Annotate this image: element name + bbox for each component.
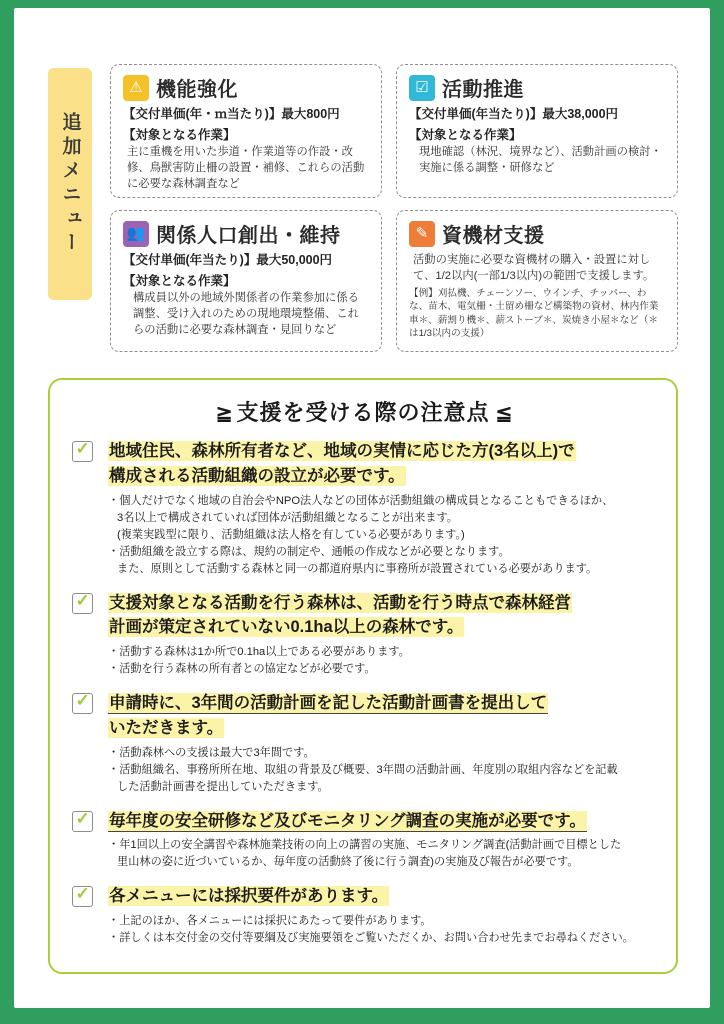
menu-card-title: 資機材支援 — [442, 225, 545, 247]
note-detail-line: ・上記のほか、各メニューには採択にあたって要件があります。 — [108, 915, 432, 928]
title-deco-left: ≧ — [215, 403, 231, 425]
menu-card-header — [409, 73, 665, 102]
menu-card-target-label: 【対象となる作業】 — [123, 128, 236, 143]
note-details — [108, 644, 654, 678]
document-page — [14, 8, 710, 1008]
note-heading-line2: 構成される活動組織の設立が必要です。 — [109, 466, 405, 485]
support-notes-title — [50, 396, 676, 427]
note-detail-line: ・活動森林への支援は最大で3年間です。 — [108, 746, 315, 759]
menu-card-activity-promotion — [396, 64, 678, 198]
menu-card-title: 活動推進 — [442, 79, 524, 101]
note-heading-line1: 支援対象となる活動を行う森林は、活動を行う時点で森林経営 — [109, 593, 571, 612]
menu-card-body: 現地確認（林況、境界など）、活動計画の検討・実施に係る調整・研修など — [419, 146, 662, 175]
note-detail-line: 里山林の姿に近づいているか、毎年度の活動終了後に行う調査)の実施及び報告が必要です。 — [117, 856, 579, 869]
note-heading-line1: 毎年度の安全研修など及びモニタリング調査の実施が必要です。 — [109, 811, 586, 830]
note-details — [108, 837, 654, 871]
additional-menu-tab-label: 追加メニュー — [59, 112, 81, 256]
note-item — [72, 591, 654, 679]
note-detail-line: した活動計画書を提出していただきます。 — [117, 780, 329, 793]
note-heading-line1: 各メニューには採択要件があります。 — [109, 887, 389, 906]
note-item — [72, 809, 654, 872]
additional-menu-section — [48, 54, 678, 354]
note-heading — [108, 439, 654, 489]
note-item — [72, 439, 654, 578]
people-forest-icon — [123, 221, 149, 247]
menu-card-header — [123, 73, 369, 102]
note-heading — [108, 691, 654, 741]
menu-card-target-label: 【対象となる作業】 — [123, 274, 236, 289]
support-notes-title-text: 支援を受ける際の注意点 — [236, 400, 490, 425]
menu-card-unit-price: 【交付単価(年当たり)】最大50,000円 — [123, 253, 333, 267]
menu-card-target-label: 【対象となる作業】 — [409, 128, 522, 143]
title-deco-right: ≦ — [495, 403, 511, 425]
clipboard-check-glyph: ☑ — [415, 79, 429, 96]
note-heading-line2: 計画が策定されていない0.1ha以上の森林です。 — [109, 618, 464, 637]
note-detail-line: ・個人だけでなく地域の自治会やNPO法人などの団体が活動組織の構成員となることもできるほか、 — [108, 494, 614, 507]
people-forest-glyph: 👥 — [126, 225, 146, 242]
menu-card-function-enhancement — [110, 64, 382, 198]
menu-card-body: 主に重機を用いた歩道・作業道等の作設・改修、鳥獣害防止柵の設置・補修、これらの活動に必要な森林調査など — [127, 146, 365, 191]
menu-card-population-creation — [110, 210, 382, 352]
warning-triangle-glyph: ⚠ — [129, 79, 143, 96]
menu-card-header — [123, 219, 369, 248]
note-item — [72, 691, 654, 796]
note-detail-line: また、原則として活動する森林と同一の都道府県内に事務所が設置されている必要があります。 — [117, 562, 598, 575]
menu-card-unit-price: 【交付単価(年当たり)】最大38,000円 — [409, 107, 619, 121]
tools-icon — [409, 221, 435, 247]
note-detail-line: ・活動組織名、事務所所在地、取組の背景及び概要、3年間の活動計画、年度別の取組内容などを記載 — [108, 763, 618, 776]
note-heading-line1: 地域住民、森林所有者など、地域の実情に応じた方(3名以上)で — [109, 442, 575, 460]
menu-card-title: 機能強化 — [156, 79, 238, 101]
menu-card-title: 関係人口創出・維持 — [156, 225, 341, 247]
menu-card-header — [409, 219, 665, 248]
note-heading — [108, 809, 654, 834]
note-item — [72, 884, 654, 947]
note-detail-line: ・活動を行う森林の所有者との協定などが必要です。 — [108, 663, 376, 676]
checkbox-icon[interactable] — [72, 886, 93, 907]
note-details — [108, 745, 654, 796]
note-heading-line2: いただきます。 — [109, 718, 224, 737]
menu-card-body: 構成員以外の地域外関係者の作業参加に係る調整、受け入れのための現地環境整備、これらの活動に必要な森林調査・見回りなど — [133, 292, 359, 337]
support-notes-box — [48, 378, 678, 974]
menu-card-body: 活動の実施に必要な資機材の購入・設置に対して、1/2以内(一部1/3以内)の範囲で支援します。 — [413, 254, 655, 283]
menu-card-unit-price: 【交付単価(年・ｍ当たり)】最大800円 — [123, 107, 340, 121]
note-detail-line: ・詳しくは本交付金の交付等要綱及び実施要領をご覧いただくか、お問い合わせ先までお尋ねください。 — [108, 932, 634, 945]
note-details — [108, 493, 654, 578]
additional-menu-tab — [48, 68, 92, 300]
menu-card-example-note: 【例】刈払機、チェーンソー、ウインチ、チッパー、わな、苗木、電気柵・土留め柵など構築物の資材、林内作業車＊、薪割り機＊、薪ストーブ＊、炭焼き小屋＊など（＊は1/3以内の支援） — [409, 288, 659, 339]
note-detail-line: ・年1回以上の安全講習や森林施業技術の向上の講習の実施、モニタリング調査(活動計画で目標とした — [108, 839, 622, 852]
note-heading — [108, 884, 654, 909]
note-details — [108, 913, 654, 947]
checkbox-icon[interactable] — [72, 693, 93, 714]
menu-card-equipment-support — [396, 210, 678, 352]
note-detail-line: ・活動組織を設立する際は、規約の制定や、通帳の作成などが必要となります。 — [108, 545, 510, 558]
note-heading-line1: 申請時に、3年間の活動計画を記した活動計画書を提出して — [109, 694, 548, 713]
note-detail-line: (複業実践型に限り、活動組織は法人格を有している必要があります。) — [117, 528, 465, 541]
tools-glyph: ✎ — [415, 225, 429, 242]
warning-triangle-icon — [123, 75, 149, 101]
note-detail-line: ・活動する森林は1か所で0.1ha以上である必要があります。 — [108, 646, 410, 659]
note-detail-line: 3名以上で構成されていれば団体が活動組織となることが出来ます。 — [117, 511, 458, 524]
checkbox-icon[interactable] — [72, 441, 93, 462]
checkbox-icon[interactable] — [72, 811, 93, 832]
note-heading — [108, 591, 654, 641]
clipboard-check-icon — [409, 75, 435, 101]
checkbox-icon[interactable] — [72, 593, 93, 614]
